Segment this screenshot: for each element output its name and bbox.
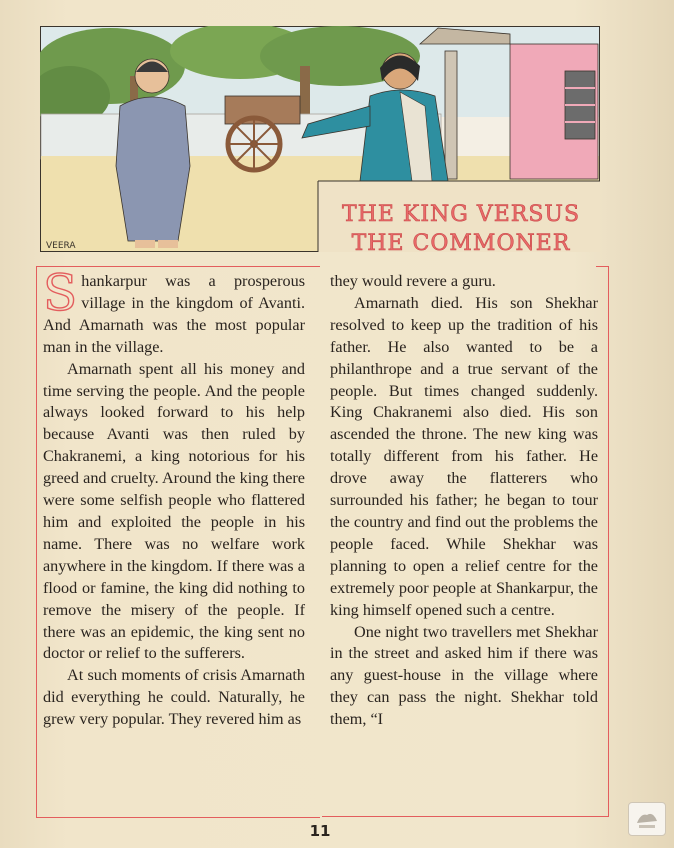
paragraph: One night two travellers met Shekhar in the street and asked him if there was any guest-house in the village where they can pass the night. Shekhar told them, “I bbox=[330, 622, 598, 729]
page-number: 11 bbox=[309, 822, 331, 840]
title-line-1: THE KING VERSUS bbox=[341, 202, 581, 227]
svg-text:VEERA: VEERA bbox=[46, 241, 76, 251]
paragraph: Shankarpur was a prosperous village in the kingdom of Avanti. And Amarnath was the most popular man in the village. bbox=[43, 264, 305, 356]
paragraph: Amarnath spent all his money and time serving the people. And the people always looked forward to his help because Avanti was then ruled by Chakranemi, a king notorious for his greed and cruelty. Around the king there were some selfish people who flattered him and exploited the people in his name. There was no welfare work anywhere in the kingdom. If there was a flood or famine, the king did nothing to remove the misery of the people. If there was an epidemic, the king sent no doctor or relief to the sufferers. bbox=[43, 359, 305, 663]
story-title bbox=[316, 200, 606, 266]
library-stamp-icon bbox=[628, 802, 666, 836]
paragraph: At such moments of crisis Amarnath did everything he could. Naturally, he grew very popular. They revered him as bbox=[43, 666, 305, 729]
left-column bbox=[43, 264, 305, 731]
right-column bbox=[330, 271, 598, 731]
paragraph: they would revere a guru. bbox=[330, 272, 496, 290]
drop-cap: S bbox=[43, 264, 78, 322]
title-line-2: THE COMMONER bbox=[351, 231, 571, 256]
text-frame-right-top bbox=[596, 266, 608, 267]
paragraph: Amarnath died. His son Shekhar resolved to keep up the tradition of his father. He also wanted to be a philanthrope and a true servant of the people. But times changed suddenly. King Chakranemi also died. His son ascended the throne. The new king was totally different from his father. He drove away the flatterers who surrounded his father; he began to tour the country and find out the problems the people faced. While Shekhar was planning to open a relief centre for the extremely poor people at Shankarpur, the king himself opened such a centre. bbox=[330, 293, 598, 619]
